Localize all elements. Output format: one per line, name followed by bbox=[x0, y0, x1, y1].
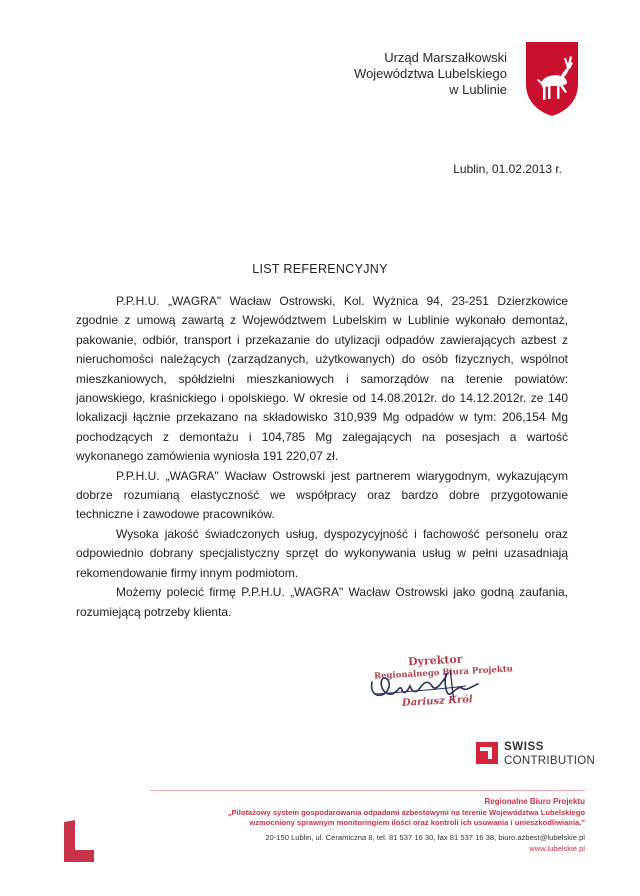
letter-date: Lublin, 01.02.2013 r. bbox=[453, 162, 562, 176]
institution-line: Województwa Lubelskiego bbox=[354, 66, 507, 81]
stamp-office: Regionalnego Biura Projektu bbox=[373, 664, 514, 682]
body-paragraph: P.P.H.U. „WAGRA" Wacław Ostrowski jest partnerem wiarygodnym, wykazującym dobrze rozumianą elastyczność we współpracy oraz bardzo dobre przygotowanie techniczne i zawodowe pracowników. bbox=[76, 468, 568, 522]
swiss-contribution-logo bbox=[476, 740, 596, 774]
body-paragraph: Wysoka jakość świadczonych usług, dyspozycyjność i fachowość personelu oraz odpowiednio dobrany specjalistyczny sprzęt do wykonywania usług w pełni uzasadniają rekomendowanie firmy innym podmiotom. bbox=[76, 526, 568, 580]
body-paragraph: Możemy polecić firmę P.P.H.U. „WAGRA" Wacław Ostrowski jako godną zaufania, rozumiejącą potrzeby klienta. bbox=[76, 585, 568, 619]
handwritten-signature bbox=[362, 652, 512, 724]
footer-project-line: wzmocniony sprawnym monitoringiem ilości oraz kontroli ich usuwania i unieszkodliwiania." bbox=[249, 818, 585, 828]
footer bbox=[228, 797, 585, 855]
swiss-flag-icon bbox=[476, 742, 498, 764]
footer-website: www.lubelskie.pl bbox=[529, 844, 585, 854]
lublin-crest-icon bbox=[523, 40, 581, 118]
institution-line: Urząd Marszałkowski bbox=[384, 50, 507, 65]
swiss-word: SWISS bbox=[504, 741, 545, 753]
institution-line: w Lublinie bbox=[449, 82, 507, 97]
letter-title: LIST REFERENCYJNY bbox=[252, 262, 388, 276]
footer-address: 20-150 Lublin, ul. Ceramiczna 8, tel. 81 537 16 30, fax 81 537 16 38, biuro.azbest@lubelskie.pl bbox=[265, 832, 585, 842]
institution-name bbox=[354, 50, 507, 98]
body-paragraph: P.P.H.U. „WAGRA" Wacław Ostrowski, Kol. Wyżnica 94, 23-251 Dzierzkowice zgodnie z umową zawartą z Województwem Lubelskim w Lublinie wykonało demontaż, pakowanie, odbiór, transport i przekazanie do utylizacji odpadów zawierających azbest z nieruchomości należących (zarządzanych, użytkowanych) do osób fizycznych, wspólnot mieszkaniowych, spółdzielni mieszkaniowych i samorządów na terenie powiatów: janowskiego, kraśnickiego i opolskiego. W okresie od 14.08.2012r. do 14.12.2012r. ze 140 lokalizacji łącznie przekazano na składowisko 310,939 Mg odpadów w tym: 206,154 Mg pochodzących z demontażu i 104,785 Mg zalegających na posesjach a wartość wykonanego zamówienia wyniosła 191 220,07 zł. bbox=[76, 294, 568, 464]
footer-office: Regionalne Biuro Projektu bbox=[484, 797, 585, 806]
footer-divider bbox=[150, 790, 585, 791]
contribution-word: CONTRIBUTION bbox=[504, 755, 596, 767]
stamp-name: Dariusz Król bbox=[401, 694, 473, 709]
footer-project-line: „Pilotażowy system gospodarowania odpadami azbestowymi na terenie Województwa Lubelskiego bbox=[227, 807, 585, 817]
lubelskie-l-logo-icon bbox=[62, 820, 96, 864]
stamp-title: Dyrektor bbox=[407, 652, 463, 669]
director-stamp bbox=[362, 652, 512, 724]
letter-body bbox=[76, 292, 568, 622]
